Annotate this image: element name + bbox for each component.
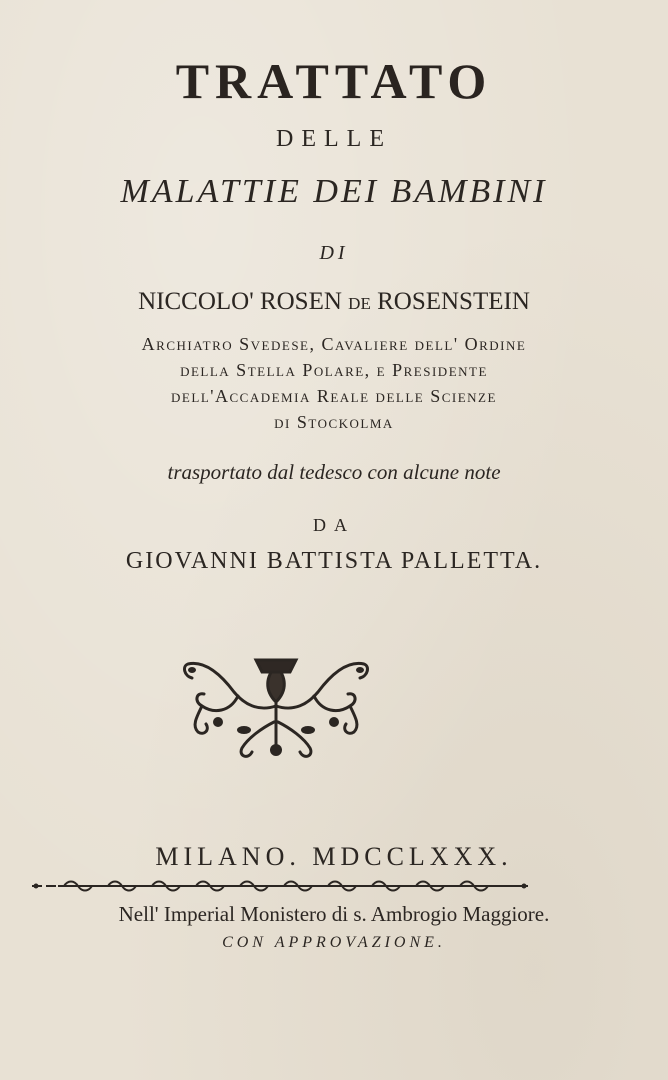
- translator-name: GIOVANNI BATTISTA PALLETTA.: [125, 548, 543, 574]
- book-subtitle: MALATTIE DEI BAMBINI: [120, 173, 548, 210]
- imprint-publisher: Nell' Imperial Monistero di s. Ambrogio Maggiore.: [118, 902, 550, 926]
- translation-note: trasportato dal tedesco con alcune note: [167, 460, 501, 484]
- book-title: TRATTATO: [175, 53, 493, 109]
- floral-ornament-icon: [178, 646, 374, 764]
- imprint-place-date: MILANO. MDCCLXXX.: [155, 842, 513, 871]
- approval-note: CON APPROVAZIONE.: [222, 934, 446, 951]
- author-description-line: di Stockolma: [274, 412, 394, 432]
- translator-prefix: DA: [313, 515, 355, 535]
- author-description-line: Archiatro Svedese, Cavaliere dell' Ordine: [141, 334, 527, 354]
- decorative-rule-icon: [28, 878, 534, 894]
- author-description-line: dell'Accademia Reale delle Scienze: [171, 386, 497, 406]
- title-connector: DELLE: [276, 126, 392, 152]
- author-first-name: NICCOLO' ROSEN: [138, 288, 342, 315]
- author-description-line: della Stella Polare, e Presidente: [180, 360, 488, 380]
- author-name: [0, 288, 668, 316]
- author-prefix: DI: [319, 242, 349, 264]
- author-last-name: ROSENSTEIN: [377, 288, 530, 315]
- author-particle: DE: [348, 294, 371, 313]
